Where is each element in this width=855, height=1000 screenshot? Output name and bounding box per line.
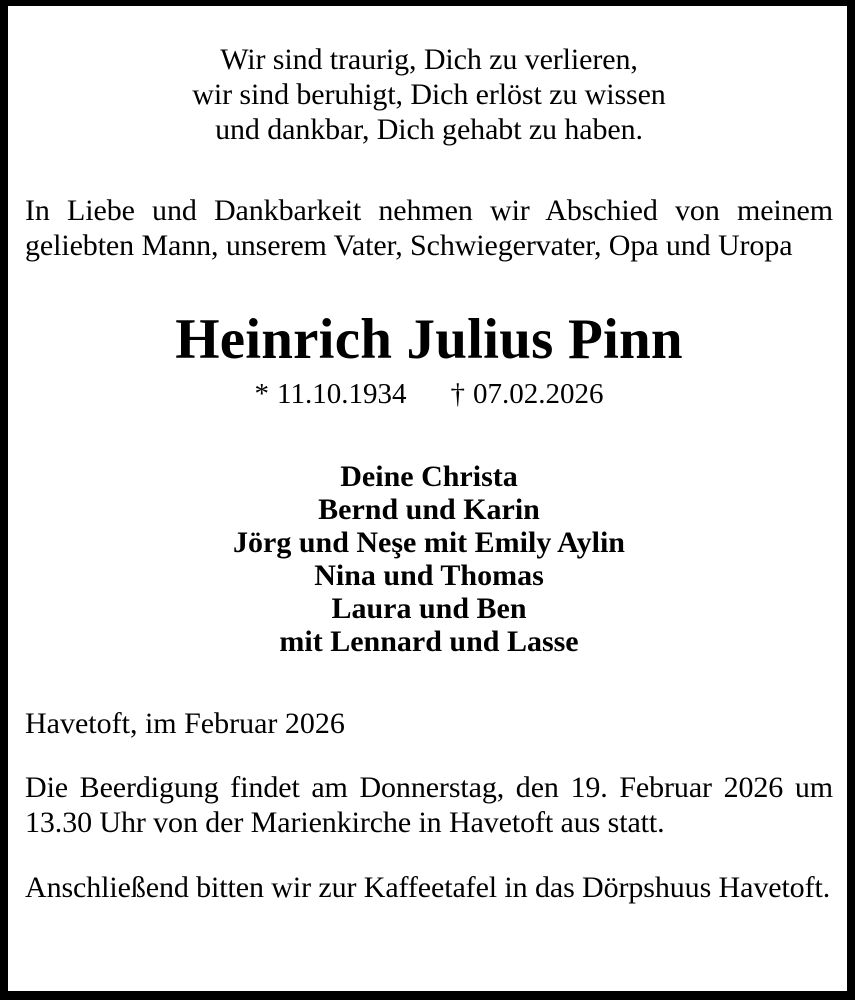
reception-info-paragraph: Anschließend bitten wir zur Kaffeetafel in das Dörpshuus Havetoft. bbox=[25, 871, 831, 904]
verse-line-1: Wir sind traurig, Dich zu verlieren, bbox=[220, 43, 638, 76]
list-item: mit Lennard und Lasse bbox=[279, 625, 579, 658]
deceased-block bbox=[25, 310, 833, 410]
memorial-verse bbox=[25, 42, 833, 147]
funeral-info-paragraph: Die Beerdigung findet am Donnerstag, den 19. Februar 2026 um 13.30 Uhr von der Marienkirche in Havetoft aus statt. bbox=[25, 771, 833, 839]
death-date-group bbox=[450, 378, 603, 410]
cross-death-icon: † bbox=[450, 378, 465, 410]
verse-line-3: und dankbar, Dich gehabt zu haben. bbox=[215, 113, 643, 146]
asterisk-birth-icon: * bbox=[254, 378, 270, 410]
life-dates bbox=[25, 378, 833, 410]
verse-line-2: wir sind beruhigt, Dich erlöst zu wissen bbox=[192, 78, 666, 111]
list-item: Deine Christa bbox=[340, 460, 518, 493]
place-and-date: Havetoft, im Februar 2026 bbox=[25, 707, 345, 740]
notice-content bbox=[25, 6, 833, 991]
survivors-list bbox=[25, 460, 833, 658]
deceased-name: Heinrich Julius Pinn bbox=[175, 308, 683, 371]
list-item: Nina und Thomas bbox=[314, 559, 544, 592]
list-item: Laura und Ben bbox=[331, 592, 527, 625]
intro-paragraph: In Liebe und Dankbarkeit nehmen wir Abschied von meinem geliebten Mann, unserem Vater, Schwiegervater, Opa und Uropa bbox=[25, 194, 833, 262]
list-item: Jörg und Neşe mit Emily Aylin bbox=[233, 526, 625, 559]
birth-date-group bbox=[255, 378, 407, 410]
list-item: Bernd und Karin bbox=[318, 493, 540, 526]
death-date: 07.02.2026 bbox=[472, 378, 604, 410]
birth-date: 11.10.1934 bbox=[277, 378, 407, 410]
